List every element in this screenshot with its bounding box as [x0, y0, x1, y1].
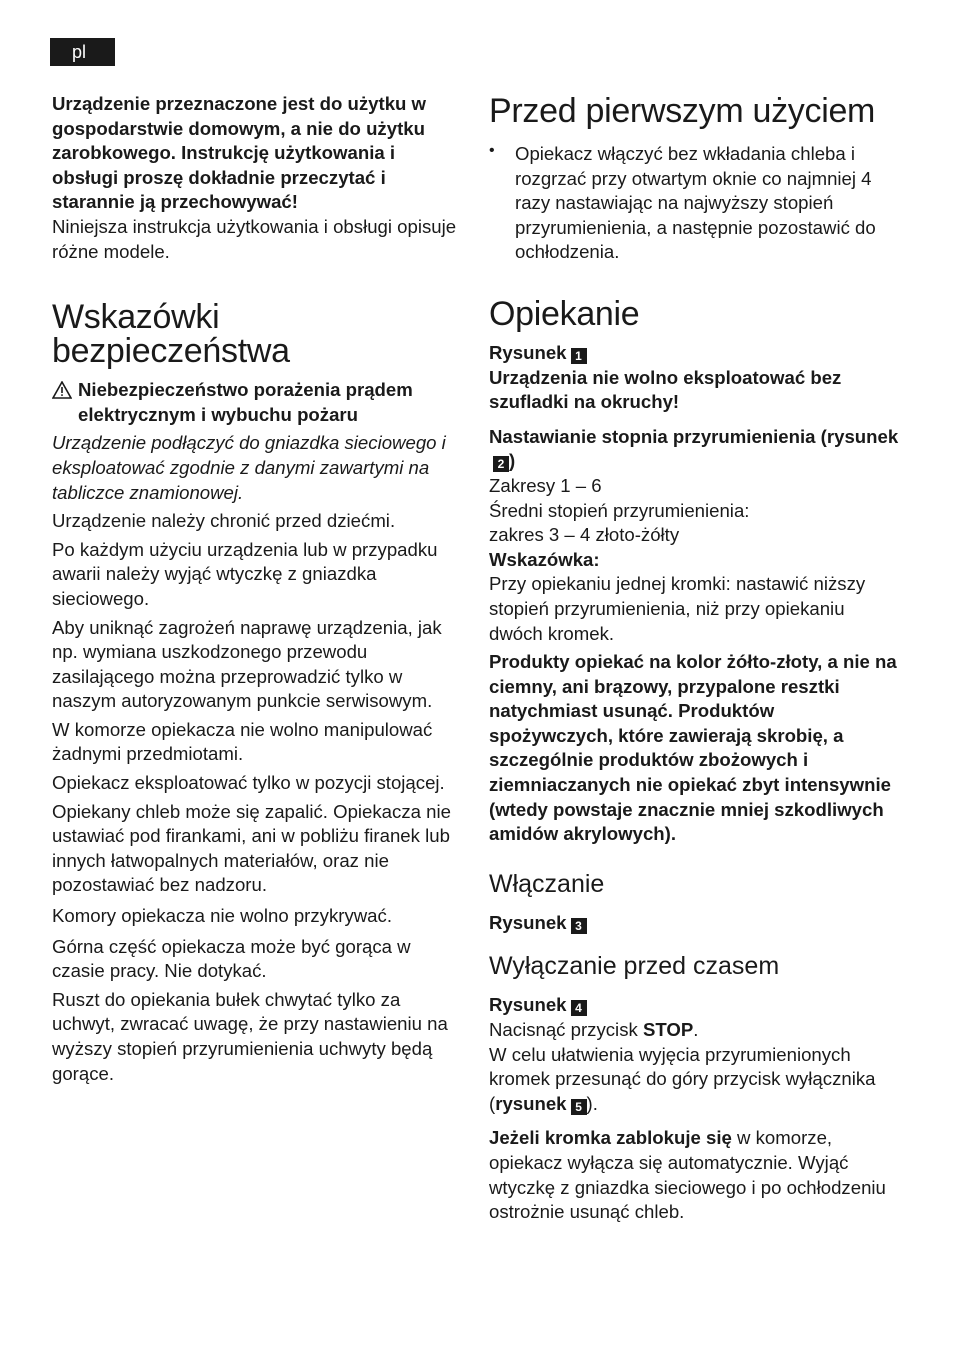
crumb-tray-warning: Urządzenia nie wolno eksploatować bez szufladki na okruchy!	[489, 366, 842, 413]
first-use-heading: Przed pierwszym użyciem	[489, 92, 876, 130]
intro-text: Niniejsza instrukcja użytkowania i obsługi opisuje różne modele.	[52, 215, 457, 262]
medium-text: Średni stopień przyrumienienia:	[489, 499, 750, 521]
safety-paragraph: Opiekany chleb może się zapalić. Opiekacza nie ustawiać pod firankami, ani w pobliżu firanek lub innych łatwopalnych materiałów, oraz nie pozostawiać bez nadzoru.	[52, 800, 451, 896]
switch-on-heading: Włączanie	[489, 869, 605, 898]
figure-ref-3	[489, 911, 899, 936]
press-stop-text	[489, 1018, 899, 1043]
danger-warning	[52, 378, 466, 427]
lift-post: ).	[586, 1092, 598, 1114]
toasting-heading: Opiekanie	[489, 294, 640, 333]
press-pre: Nacisnąć przycisk	[489, 1019, 643, 1041]
first-use-bullet-item	[489, 142, 899, 265]
safety-paragraph: Aby uniknąć zagrożeń naprawę urządzenia, jak np. wymiana uszkodzonego przewodu zasilającego można przeprowadzić tylko w naszym autoryzowanym punkcie serwisowym.	[52, 616, 442, 712]
tip-label: Wskazówka:	[489, 548, 600, 570]
figure-number-badge: 1	[571, 348, 587, 364]
left-column	[52, 92, 466, 1086]
jam-bold: Jeżeli kromka zablokuje się	[489, 1127, 732, 1149]
medium-range-text: zakres 3 – 4 złoto-żółty	[489, 524, 680, 546]
figure-number-badge: 2	[493, 456, 509, 472]
lift-pre: W celu ułatwienia wyjęcia przyrumienionych kromek przesunąć do góry przycisk wyłącznika (	[489, 1043, 876, 1114]
safety-paragraph: Po każdym użyciu urządzenia lub w przypadku awarii należy wyjąć wtyczkę z gniazdka sieciowego.	[52, 538, 438, 609]
jam-rest: w komorze, opiekacz wyłącza się automatycznie. Wyjąć wtyczkę z gniazdka sieciowego i po ochłodzeniu ostrożnie usunąć chleb.	[489, 1127, 886, 1223]
safety-paragraph: W komorze opiekacza nie wolno manipulować żadnymi przedmiotami.	[52, 718, 433, 765]
switch-off-heading: Wyłączanie przed czasem	[489, 952, 780, 981]
safety-paragraph: Opiekacz eksploatować tylko w pozycji stojącej.	[52, 772, 445, 794]
lift-text	[489, 1043, 899, 1117]
press-post: .	[693, 1019, 699, 1041]
safety-paragraph: Urządzenie należy chronić przed dziećmi.	[52, 510, 396, 532]
stop-label: STOP	[642, 1019, 694, 1041]
browning-title: Nastawianie stopnia przyrumienienia (rysunek	[489, 425, 899, 447]
figure-ref-4	[489, 993, 899, 1018]
safety-paragraph: Górna część opiekacza może być gorąca w czasie pracy. Nie dotykać.	[52, 935, 411, 982]
figure-number-badge: 4	[571, 1000, 587, 1016]
range-text: Zakresy 1 – 6	[489, 474, 602, 496]
right-column	[489, 92, 899, 1225]
figure-label: Rysunek	[489, 341, 567, 363]
bullet-icon: •	[489, 142, 495, 159]
browning-heading	[489, 425, 899, 474]
tip-text: Przy opiekaniu jednej kromki: nastawić niższy stopień przyrumienienia, niż przy opiekaniu dwóch kromek.	[489, 573, 866, 644]
warning-triangle-icon	[52, 381, 72, 399]
danger-italic-text: Urządzenie podłączyć do gniazdka sieciowego i eksploatować zgodnie z danymi zawartymi na tabliczce znamionowej.	[52, 432, 446, 503]
safety-paragraph: Ruszt do opiekania bułek chwytać tylko za uchwyt, zwracać uwagę, że przy nastawieniu na wyższy stopień przyrumienienia uchwyty będą gorące.	[52, 988, 448, 1084]
safety-paragraph: Komory opiekacza nie wolno przykrywać.	[52, 905, 392, 927]
figure-number-badge: 5	[571, 1099, 587, 1115]
jam-text	[489, 1126, 899, 1224]
figure-label: Rysunek	[489, 994, 567, 1016]
figure-label: Rysunek	[489, 911, 567, 933]
figure-number-badge: 3	[571, 918, 587, 934]
browning-close: )	[509, 450, 516, 472]
danger-title: Niebezpieczeństwo porażenia prądem elektrycznym i wybuchu pożaru	[78, 379, 413, 425]
intro-bold-text: Urządzenie przeznaczone jest do użytku w gospodarstwie domowym, a nie do użytku zarobkowego. Instrukcję użytkowania i obsługi proszę dokładnie przeczytać i starannie ją przechowywać!	[52, 93, 427, 213]
color-warning-text: Produkty opiekać na kolor żółto-złoty, a nie na ciemny, ani brązowy, przypalone resztki natychmiast usunąć. Produktów spożywczych, które zawierają skrobię, a szczególnie produktów zbożowych i ziemniaczanych nie opiekać zbyt intensywnie (wtedy powstaje znacznie mniej szkodliwych amidów akrylowych).	[489, 651, 897, 845]
first-use-text: Opiekacz włączyć bez wkładania chleba i rozgrzać przy otwartym oknie co najmniej 4 razy nastawiając na najwyższy stopień przyrumienienia, a następnie pozostawić do ochłodzenia.	[515, 143, 876, 263]
figure-ref-1	[489, 341, 899, 366]
safety-heading: Wskazówki bezpieczeństwa	[52, 298, 290, 371]
lift-bold: rysunek	[495, 1092, 567, 1114]
language-tag: pl	[50, 38, 115, 66]
